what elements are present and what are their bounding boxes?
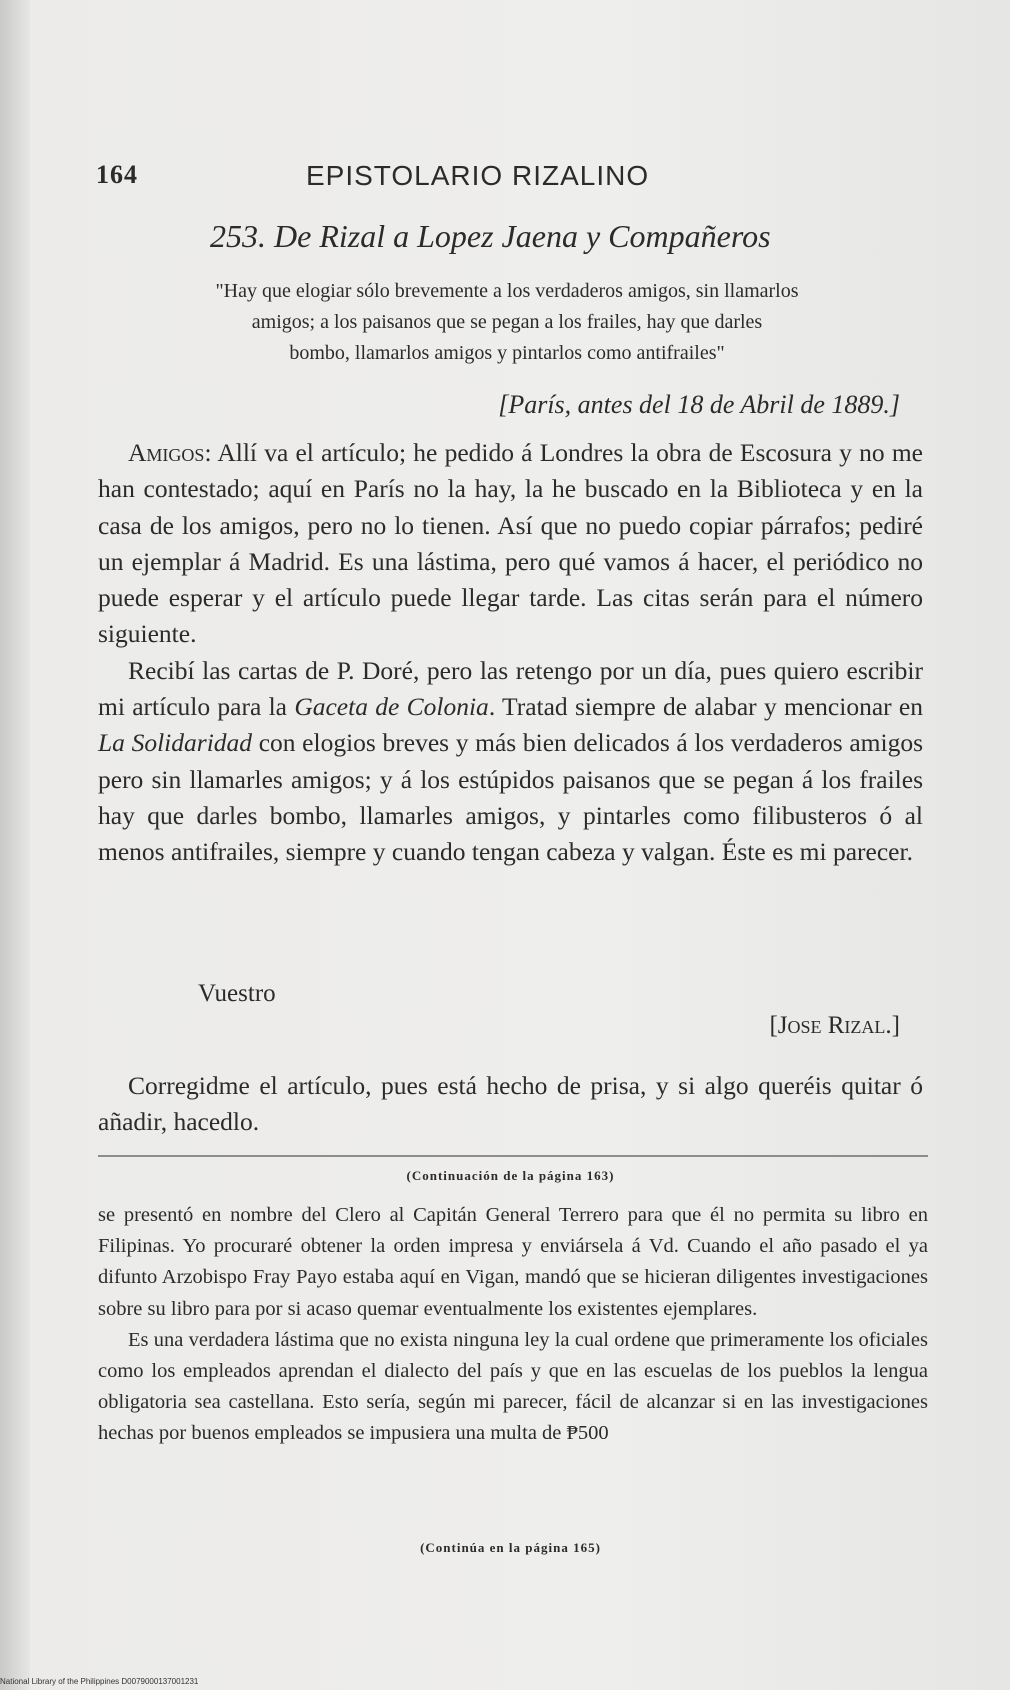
paragraph-text: . Tratad siempre de alabar y mencionar en [488, 692, 924, 722]
signature [680, 1012, 900, 1040]
footnote-paragraph: Es una verdadera lástima que no exista ninguna ley la cual ordene que primeramente los oficiales como los empleados aprendan el dialecto del país y que en las escuelas de los pueblos la lengua obligatoria sea castellana. Esto sería, según mi parecer, fácil de alcanzar si en las investigaciones hechas por buenos empleados se impusiera una multa de ₱500 [98, 1328, 928, 1445]
running-title: EPISTOLARIO RIZALINO [306, 160, 650, 191]
epigraph-line: bombo, llamarlos amigos y pintarlos como antifrailes" [289, 342, 725, 364]
paragraph-text: Recibí las cartas de P. Doré, pero las retengo por un día, pues quiero escribir mi artículo para la [98, 655, 923, 722]
paragraph-text: con elogios breves y más bien delicados á los verdaderos amigos pero sin llamarles amigos; y á los estúpidos paisanos que se pegan á los frailes hay que darles bombo, llamarles amigos, y pintarles como filibusteros ó al menos antifrailes, siempre y cuando tengan cabeza y valgan. Éste es mi parecer. [98, 728, 923, 867]
italic-title: La Solidaridad [98, 728, 253, 758]
page-edge-shadow [0, 0, 30, 1690]
continued-on-note: (Continúa en la página 165) [420, 1540, 601, 1555]
signature-name: Jose Rizal [777, 1012, 886, 1039]
continued-from-note: (Continuación de la página 163) [406, 1168, 615, 1183]
signature-bracket: [ [769, 1012, 778, 1039]
paragraph-text: : Allí va el artículo; he pedido á Londres la obra de Escosura y no me han contestado; aquí en París no la hay, la he buscado en la Biblioteca y en la casa de los amigos, pero no lo tienen. Así que no puedo copiar párrafos; pediré un ejemplar á Madrid. Es una lástima, pero qué vamos á hacer, el periódico no puede esperar y el artículo puede llegar tarde. Las citas serán para el número siguiente. [98, 438, 923, 649]
epigraph-line: amigos; a los paisanos que se pegan a los frailes, hay que darles [251, 311, 763, 333]
dateline: [París, antes del 18 de Abril de 1889.] [498, 390, 900, 419]
epigraph-line: "Hay que elogiar sólo brevemente a los verdaderos amigos, sin llamarlos [215, 280, 799, 302]
postscript: Corregidme el artículo, pues está hecho de prisa, y si algo queréis quitar ó añadir, hacedlo. [98, 1071, 923, 1137]
letter-body [98, 435, 923, 871]
signature-bracket: .] [885, 1012, 900, 1039]
salutation: Amigos [128, 438, 205, 467]
footnote-divider [98, 1155, 928, 1157]
letter-paragraph [98, 435, 923, 653]
letter-closing: Vuestro [198, 980, 276, 1007]
epigraph [112, 276, 902, 369]
page-header [96, 160, 906, 200]
footnote [98, 1200, 928, 1450]
italic-title: Gaceta de Colonia [294, 692, 489, 722]
letter-title: 253. De Rizal a Lopez Jaena y Compañeros [210, 218, 771, 254]
scan-credit: National Library of the Philippines D0079000137001231 [0, 1677, 199, 1686]
letter-paragraph [98, 653, 923, 871]
page-number: 164 [96, 160, 138, 189]
footnote-paragraph: se presentó en nombre del Clero al Capitán General Terrero para que él no permita su libro en Filipinas. Yo procuraré obtener la orden impresa y enviársela á Vd. Cuando el año pasado el ya difunto Arzobispo Fray Payo estaba aquí en Vigan, mandó que se hicieran diligentes investigaciones sobre su libro para por si acaso quemar eventualmente los existentes ejemplares. [98, 1204, 928, 1320]
